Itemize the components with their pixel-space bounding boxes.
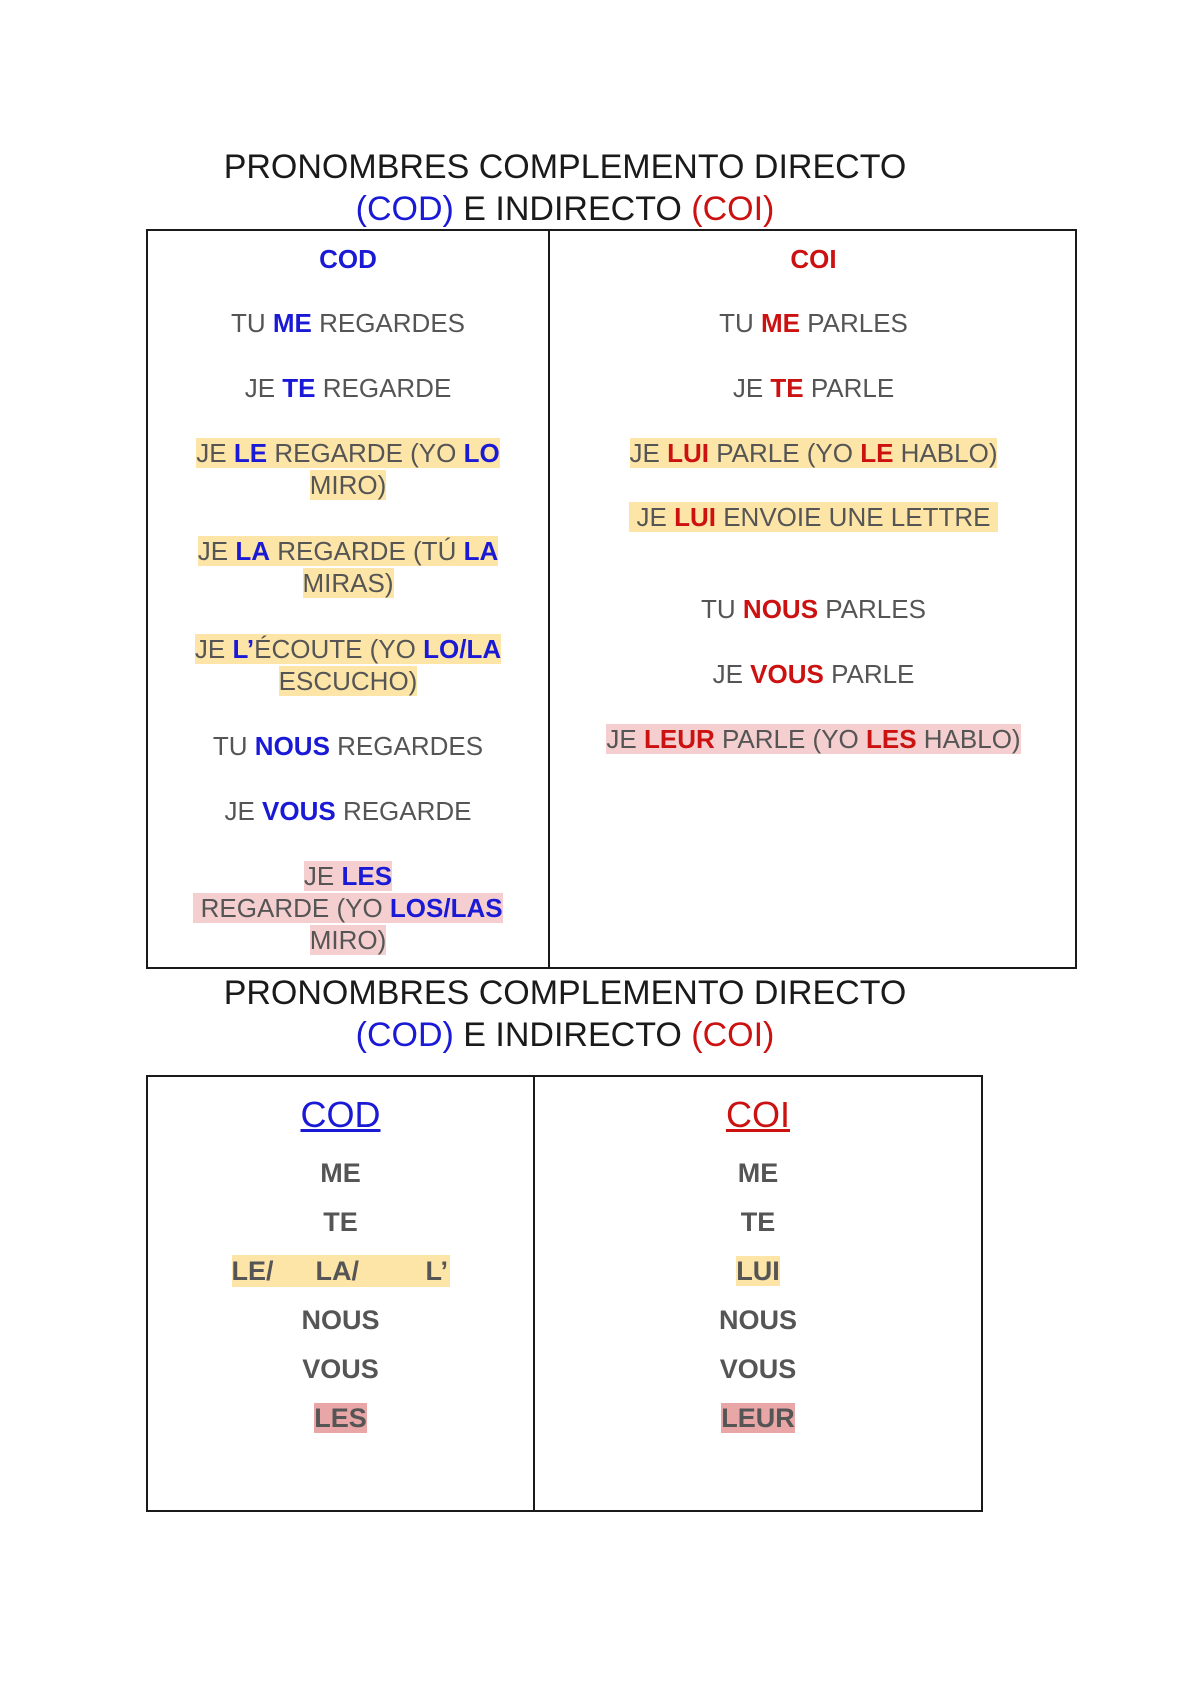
title-middle: E INDIRECTO [453, 190, 692, 228]
cod-column-header: COD [319, 244, 377, 274]
list-item: JE LEUR PARLE (YO LES HABLO) [606, 724, 1021, 754]
list-item: JE TE PARLE [732, 373, 895, 403]
list-item: LE/ LA/ L’ [231, 1256, 449, 1286]
coi-label: (COI) [691, 1016, 775, 1054]
title-middle: E INDIRECTO [453, 1016, 692, 1054]
list-item: TU NOUS PARLES [701, 594, 926, 624]
list-item: LES [314, 1403, 367, 1433]
section1-title-line2 [0, 188, 1130, 230]
list-item: NOUS [718, 1305, 797, 1335]
list-item: ME [320, 1158, 361, 1188]
section2-title-line1: PRONOMBRES COMPLEMENTO DIRECTO [223, 974, 907, 1012]
list-item: TU ME PARLES [719, 308, 908, 338]
list-item: JE VOUS REGARDE [224, 796, 472, 826]
coi-summary-header: COI [725, 1094, 790, 1135]
cod-summary-header: COD [300, 1094, 381, 1135]
examples-table [146, 229, 1077, 969]
list-item: ME [737, 1158, 779, 1188]
list-item: NOUS [301, 1305, 380, 1335]
coi-column [550, 231, 1077, 967]
list-item: JE TE REGARDE [244, 373, 452, 403]
list-item: TE [323, 1207, 358, 1237]
list-item: LUI [736, 1256, 780, 1286]
list-item: JE L’ÉCOUTE (YO LO/LA ESCUCHO) [194, 634, 502, 696]
summary-table [146, 1075, 983, 1512]
cod-column [148, 231, 548, 967]
cod-label: (COD) [355, 1016, 454, 1054]
section1-title-line1: PRONOMBRES COMPLEMENTO DIRECTO [223, 148, 907, 186]
section1-title [0, 146, 1130, 230]
list-item: VOUS [719, 1354, 797, 1384]
list-item: JE VOUS PARLE [712, 659, 915, 689]
list-item: TE [740, 1207, 776, 1237]
cod-summary-column [148, 1077, 533, 1510]
list-item: JE LE REGARDE (YO LO MIRO) [196, 438, 500, 500]
list-item: JE LES REGARDE (YO LOS/LAS MIRO) [193, 861, 503, 955]
cod-label: (COD) [355, 190, 454, 228]
list-item: JE LUI ENVOIE UNE LETTRE [550, 501, 1077, 533]
list-item: VOUS [302, 1354, 379, 1384]
section2-title [0, 972, 1130, 1056]
list-item: JE LUI PARLE (YO LE HABLO) [629, 438, 998, 468]
list-item: TU NOUS REGARDES [212, 731, 484, 761]
section2-title-line2 [0, 1014, 1130, 1056]
list-item: JE LA REGARDE (TÚ LA MIRAS) [197, 536, 499, 598]
list-item: LEUR [721, 1403, 795, 1433]
coi-column-header: COI [790, 244, 837, 274]
coi-summary-column [535, 1077, 981, 1510]
coi-label: (COI) [691, 190, 775, 228]
list-item: TU ME REGARDES [230, 308, 466, 338]
